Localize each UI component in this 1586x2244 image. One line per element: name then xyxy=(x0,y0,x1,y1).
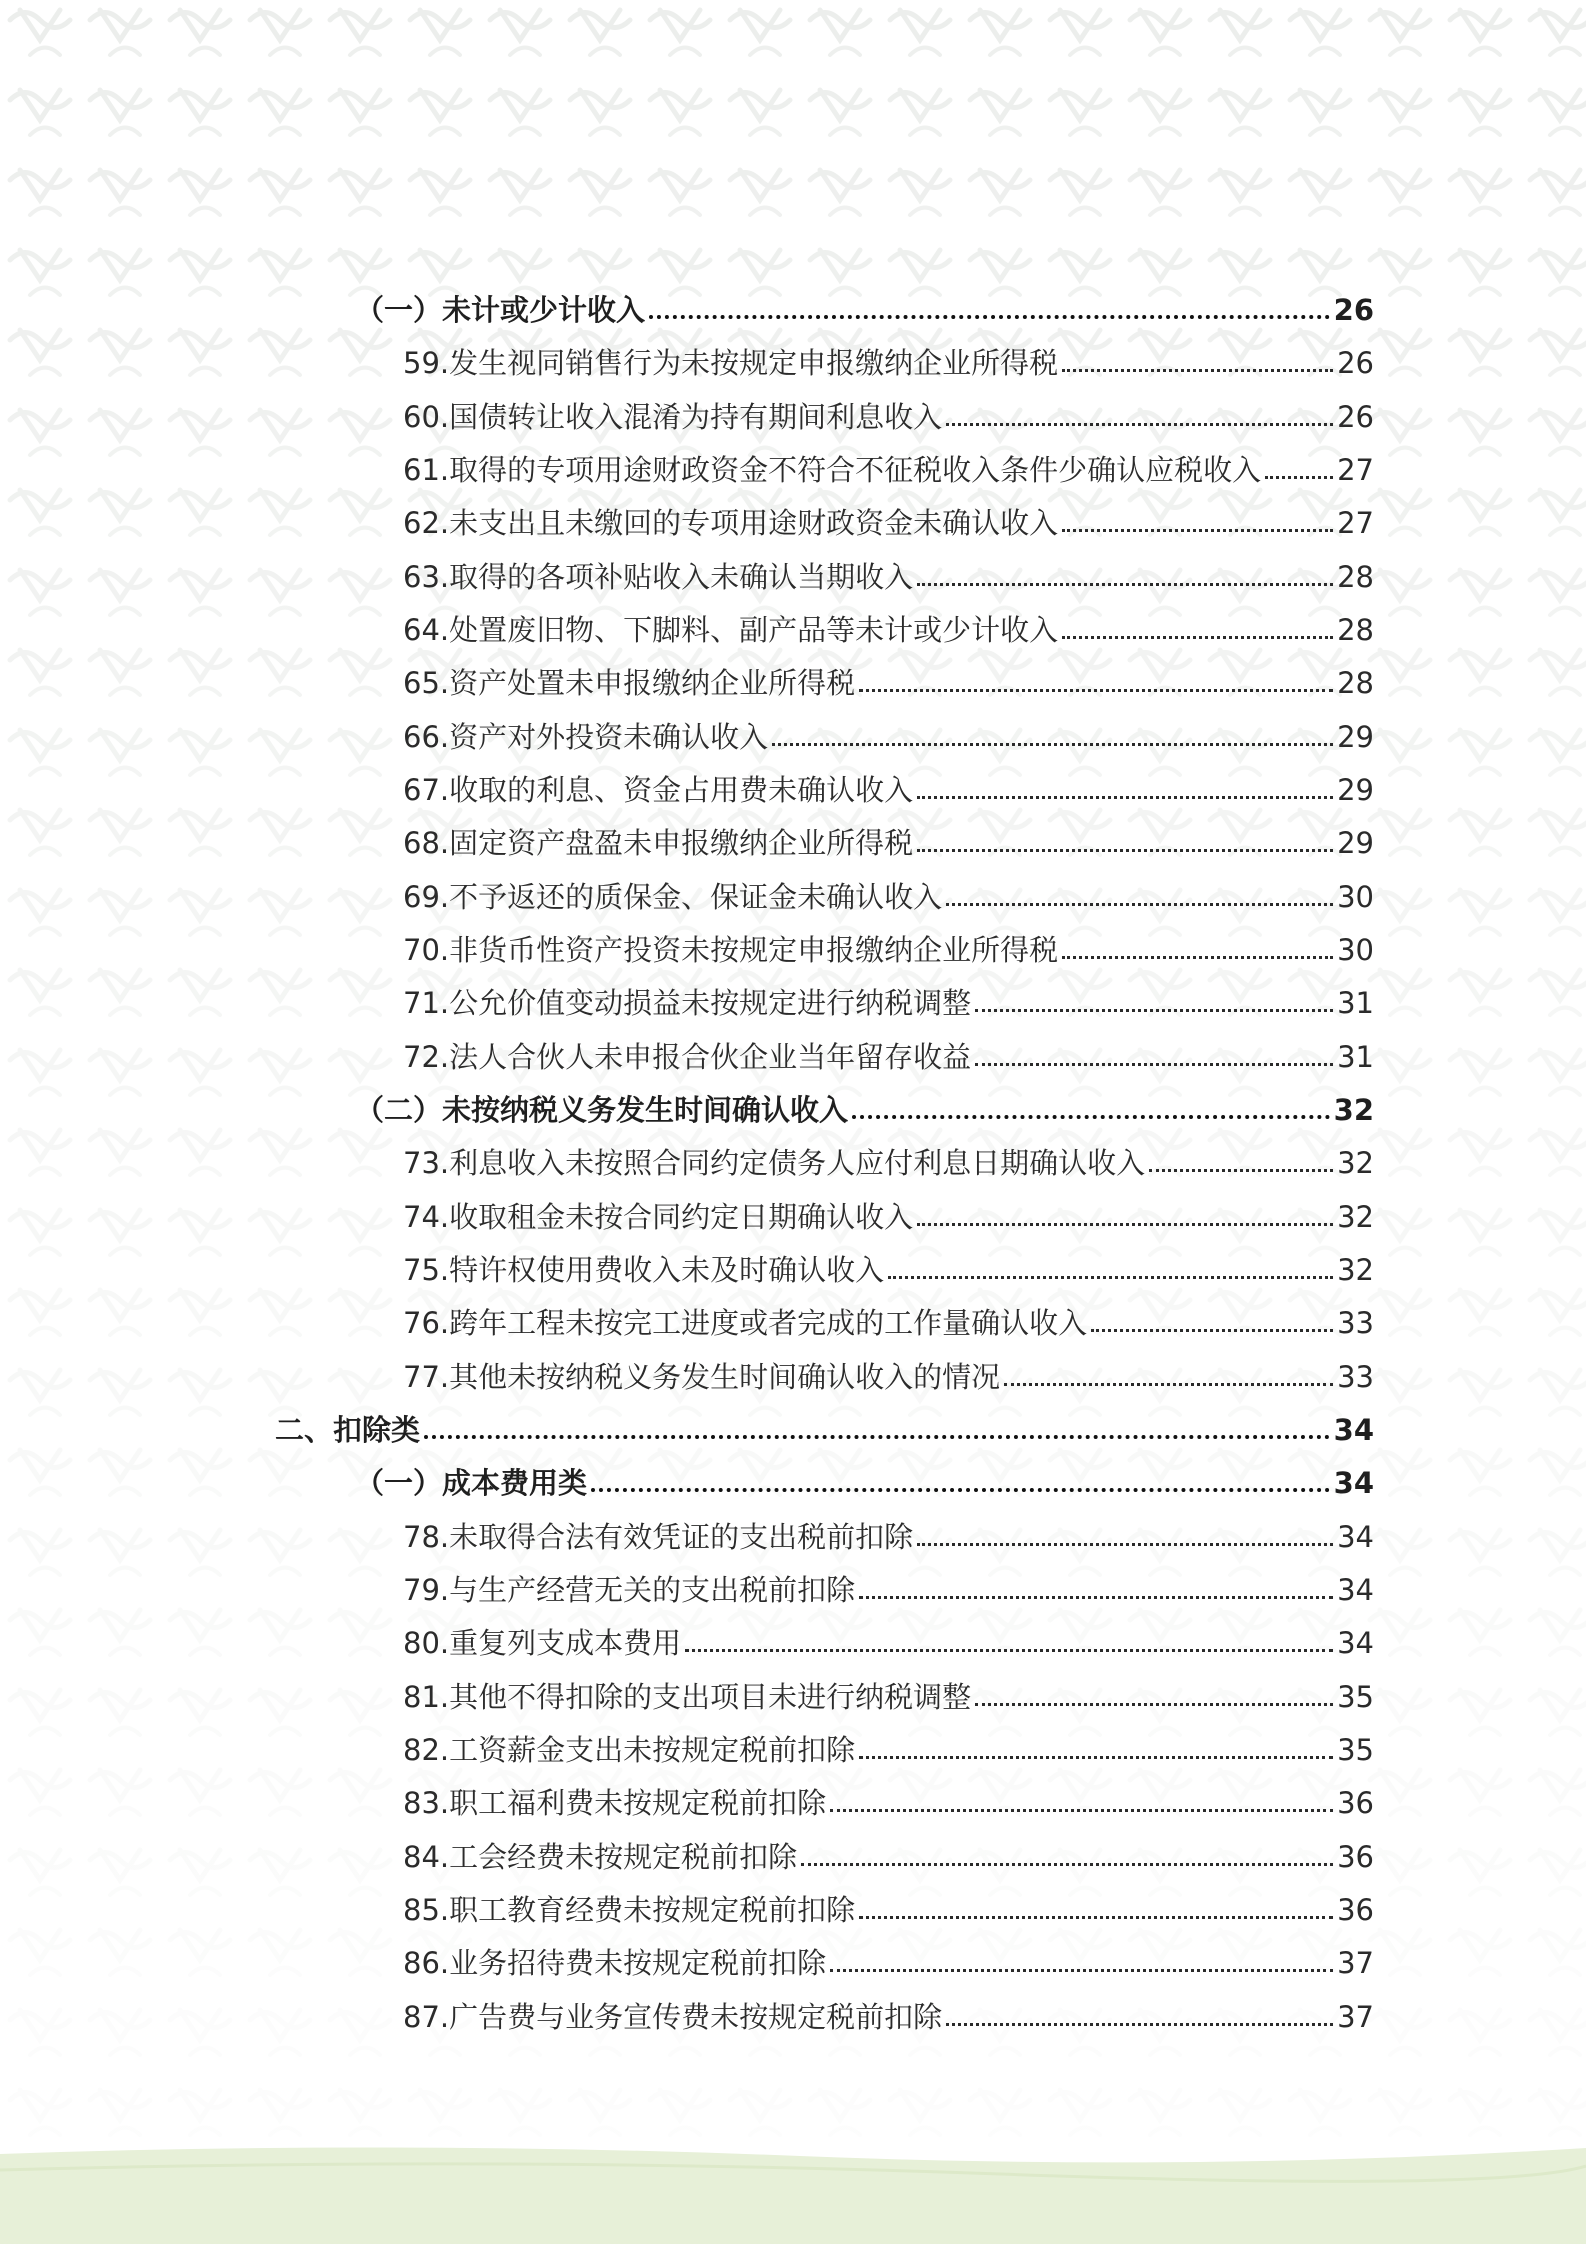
toc-entry[interactable] xyxy=(403,1235,1374,1288)
dot-leader xyxy=(424,1435,1330,1439)
toc-entry-title: 69.不予返还的质保金、保证金未确认收入 xyxy=(403,880,943,914)
dot-leader xyxy=(946,2023,1333,2026)
toc-entry-title: 70.非货币性资产投资未按规定申报缴纳企业所得税 xyxy=(403,933,1059,967)
toc-entry[interactable] xyxy=(403,1875,1374,1928)
dot-leader xyxy=(859,1756,1333,1759)
toc-entry[interactable] xyxy=(403,1288,1374,1341)
toc-entry-page: 34 xyxy=(1333,1466,1374,1500)
toc-entry-title: 62.未支出且未缴回的专项用途财政资金未确认收入 xyxy=(403,506,1059,540)
toc-entry-page: 35 xyxy=(1337,1680,1374,1714)
toc-entry-title: 76.跨年工程未按完工进度或者完成的工作量确认收入 xyxy=(403,1306,1088,1340)
toc-entry-page: 29 xyxy=(1337,773,1374,807)
dot-leader xyxy=(830,1969,1333,1972)
toc-entry-page: 28 xyxy=(1337,613,1374,647)
dot-leader xyxy=(975,1703,1333,1706)
toc-entry-page: 29 xyxy=(1337,826,1374,860)
toc-entry-title: 72.法人合伙人未申报合伙企业当年留存收益 xyxy=(403,1040,972,1074)
dot-leader xyxy=(917,1543,1333,1546)
toc-entry-title: 80.重复列支成本费用 xyxy=(403,1626,682,1660)
dot-leader xyxy=(888,1276,1333,1279)
dot-leader xyxy=(591,1488,1330,1492)
toc-entry-title: 83.职工福利费未按规定税前扣除 xyxy=(403,1786,827,1820)
footer-decoration xyxy=(0,2140,1586,2244)
dot-leader xyxy=(685,1649,1333,1652)
toc-entry-page: 34 xyxy=(1337,1573,1374,1607)
toc-entry-title: 68.固定资产盘盈未申报缴纳企业所得税 xyxy=(403,826,914,860)
toc-entry-title: （二）未按纳税义务发生时间确认收入 xyxy=(355,1093,849,1127)
toc-entry-page: 32 xyxy=(1337,1146,1374,1180)
dot-leader xyxy=(975,1009,1333,1012)
toc-entry-title: 77.其他未按纳税义务发生时间确认收入的情况 xyxy=(403,1360,1001,1394)
toc-entry[interactable] xyxy=(403,1768,1374,1821)
dot-leader xyxy=(1004,1383,1333,1386)
toc-entry[interactable] xyxy=(403,328,1374,381)
dot-leader xyxy=(772,743,1333,746)
toc-entry-title: 79.与生产经营无关的支出税前扣除 xyxy=(403,1573,856,1607)
toc-entry-page: 36 xyxy=(1337,1840,1374,1874)
dot-leader xyxy=(917,1223,1333,1226)
toc-entry[interactable] xyxy=(355,1075,1374,1128)
toc-entry[interactable] xyxy=(355,1448,1374,1501)
toc-entry-page: 29 xyxy=(1337,720,1374,754)
dot-leader xyxy=(859,689,1333,692)
toc-entry-title: 82.工资薪金支出未按规定税前扣除 xyxy=(403,1733,856,1767)
toc-entry[interactable] xyxy=(403,542,1374,595)
toc-entry-page: 37 xyxy=(1337,1946,1374,1980)
toc-entry-page: 32 xyxy=(1333,1093,1374,1127)
toc-entry-title: 64.处置废旧物、下脚料、副产品等未计或少计收入 xyxy=(403,613,1059,647)
toc-entry-title: 87.广告费与业务宣传费未按规定税前扣除 xyxy=(403,2000,943,2034)
toc-entry[interactable] xyxy=(403,755,1374,808)
dot-leader xyxy=(917,849,1333,852)
toc-entry-title: 85.职工教育经费未按规定税前扣除 xyxy=(403,1893,856,1927)
toc-entry-page: 26 xyxy=(1333,293,1374,327)
toc-entry[interactable] xyxy=(403,1022,1374,1075)
dot-leader xyxy=(1265,476,1333,479)
toc-entry-page: 37 xyxy=(1337,2000,1374,2034)
toc-entry[interactable] xyxy=(403,968,1374,1021)
toc-entry-page: 34 xyxy=(1337,1626,1374,1660)
toc-entry-page: 30 xyxy=(1337,933,1374,967)
dot-leader xyxy=(801,1863,1333,1866)
toc-entry-title: （一）成本费用类 xyxy=(355,1466,588,1500)
toc-entry[interactable] xyxy=(403,1502,1374,1555)
dot-leader xyxy=(946,903,1333,906)
dot-leader xyxy=(917,796,1333,799)
dot-leader xyxy=(975,1063,1333,1066)
toc-entry-page: 30 xyxy=(1337,880,1374,914)
toc-entry[interactable] xyxy=(403,1928,1374,1981)
toc-entry-title: 65.资产处置未申报缴纳企业所得税 xyxy=(403,666,856,700)
toc-entry-page: 34 xyxy=(1333,1413,1374,1447)
toc-entry-page: 32 xyxy=(1337,1200,1374,1234)
dot-leader xyxy=(946,423,1333,426)
toc-entry[interactable] xyxy=(403,915,1374,968)
toc-entry[interactable] xyxy=(275,1395,1374,1448)
toc-entry-title: 86.业务招待费未按规定税前扣除 xyxy=(403,1946,827,1980)
toc-entry-title: （一）未计或少计收入 xyxy=(355,293,646,327)
toc-entry-title: 二、扣除类 xyxy=(275,1413,421,1447)
toc-entry[interactable] xyxy=(355,275,1374,328)
dot-leader xyxy=(830,1809,1333,1812)
toc-entry-page: 31 xyxy=(1337,1040,1374,1074)
toc-entry[interactable] xyxy=(403,595,1374,648)
toc-entry-title: 78.未取得合法有效凭证的支出税前扣除 xyxy=(403,1520,914,1554)
toc-entry-page: 28 xyxy=(1337,666,1374,700)
toc-entry[interactable] xyxy=(403,435,1374,488)
toc-entry-title: 60.国债转让收入混淆为持有期间利息收入 xyxy=(403,400,943,434)
dot-leader xyxy=(1062,956,1333,959)
toc-entry-page: 32 xyxy=(1337,1253,1374,1287)
toc-entry-title: 81.其他不得扣除的支出项目未进行纳税调整 xyxy=(403,1680,972,1714)
dot-leader xyxy=(1062,636,1333,639)
toc-entry-title: 66.资产对外投资未确认收入 xyxy=(403,720,769,754)
toc-entry-title: 61.取得的专项用途财政资金不符合不征税收入条件少确认应税收入 xyxy=(403,453,1262,487)
toc-entry[interactable] xyxy=(403,808,1374,861)
toc-entry-title: 59.发生视同销售行为未按规定申报缴纳企业所得税 xyxy=(403,346,1059,380)
toc-entry[interactable] xyxy=(403,1715,1374,1768)
toc-entry-page: 33 xyxy=(1337,1360,1374,1394)
dot-leader xyxy=(859,1916,1333,1919)
toc-entry-page: 27 xyxy=(1337,453,1374,487)
toc-entry[interactable] xyxy=(403,1128,1374,1181)
toc-entry-page: 28 xyxy=(1337,560,1374,594)
dot-leader xyxy=(1062,369,1333,372)
toc-entry-title: 67.收取的利息、资金占用费未确认收入 xyxy=(403,773,914,807)
toc-entry[interactable] xyxy=(403,382,1374,435)
toc-entry-page: 26 xyxy=(1337,400,1374,434)
toc-entry-title: 63.取得的各项补贴收入未确认当期收入 xyxy=(403,560,914,594)
dot-leader xyxy=(1062,529,1333,532)
toc-entry-title: 75.特许权使用费收入未及时确认收入 xyxy=(403,1253,885,1287)
dot-leader xyxy=(649,315,1330,319)
toc-entry[interactable] xyxy=(403,488,1374,541)
toc-entry-page: 31 xyxy=(1337,986,1374,1020)
toc-entry[interactable] xyxy=(403,1182,1374,1235)
toc-entry-page: 27 xyxy=(1337,506,1374,540)
toc-entry[interactable] xyxy=(403,1982,1374,2035)
toc-entry[interactable] xyxy=(403,1608,1374,1661)
toc-entry-page: 35 xyxy=(1337,1733,1374,1767)
dot-leader xyxy=(859,1596,1333,1599)
toc-entry-page: 36 xyxy=(1337,1786,1374,1820)
toc-entry[interactable] xyxy=(403,1822,1374,1875)
dot-leader xyxy=(852,1115,1330,1119)
toc-entry-page: 33 xyxy=(1337,1306,1374,1340)
dot-leader xyxy=(1149,1169,1333,1172)
toc-entry[interactable] xyxy=(403,1342,1374,1395)
toc-entry-page: 34 xyxy=(1337,1520,1374,1554)
toc-entry[interactable] xyxy=(403,702,1374,755)
toc-entry-title: 84.工会经费未按规定税前扣除 xyxy=(403,1840,798,1874)
toc-entry[interactable] xyxy=(403,648,1374,701)
toc-entry-title: 73.利息收入未按照合同约定债务人应付利息日期确认收入 xyxy=(403,1146,1146,1180)
dot-leader xyxy=(917,583,1333,586)
toc-entry[interactable] xyxy=(403,1555,1374,1608)
toc-entry-page: 26 xyxy=(1337,346,1374,380)
toc-entry[interactable] xyxy=(403,862,1374,915)
toc-entry-page: 36 xyxy=(1337,1893,1374,1927)
dot-leader xyxy=(1091,1329,1333,1332)
toc-entry-title: 71.公允价值变动损益未按规定进行纳税调整 xyxy=(403,986,972,1020)
toc-entry[interactable] xyxy=(403,1662,1374,1715)
toc-entry-title: 74.收取租金未按合同约定日期确认收入 xyxy=(403,1200,914,1234)
